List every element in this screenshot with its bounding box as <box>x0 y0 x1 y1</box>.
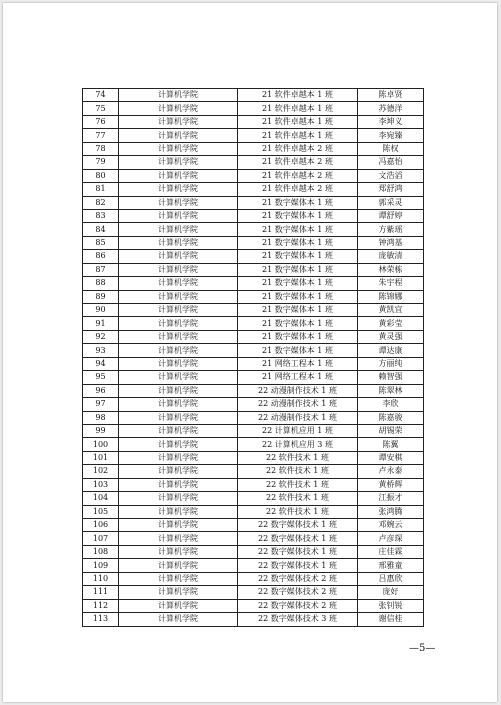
cell-class: 21 数字媒体本 1 班 <box>238 250 358 263</box>
table-row <box>83 384 424 397</box>
roster-body <box>83 89 424 627</box>
cell-class: 22 动漫制作技术 1 班 <box>238 398 358 411</box>
cell-class: 21 数字媒体本 1 班 <box>238 236 358 249</box>
cell-college: 计算机学院 <box>119 572 238 585</box>
cell-class: 21 数字媒体本 1 班 <box>238 223 358 236</box>
table-row <box>83 519 424 532</box>
cell-class: 21 网络工程本 1 班 <box>238 357 358 370</box>
cell-number: 107 <box>83 532 119 545</box>
cell-number: 78 <box>83 142 119 155</box>
cell-number: 103 <box>83 478 119 491</box>
cell-college: 计算机学院 <box>119 183 238 196</box>
cell-college: 计算机学院 <box>119 532 238 545</box>
table-row <box>83 304 424 317</box>
cell-number: 91 <box>83 317 119 330</box>
cell-college: 计算机学院 <box>119 357 238 370</box>
cell-number: 105 <box>83 505 119 518</box>
cell-name: 吕惠欣 <box>358 572 424 585</box>
cell-number: 88 <box>83 277 119 290</box>
cell-name: 黄彩莹 <box>358 317 424 330</box>
cell-class: 22 数字媒体技术 1 班 <box>238 519 358 532</box>
cell-class: 21 软件卓越本 1 班 <box>238 115 358 128</box>
cell-name: 林荣栋 <box>358 263 424 276</box>
cell-name: 黄桥辉 <box>358 478 424 491</box>
table-row <box>83 599 424 612</box>
cell-name: 方紫瑶 <box>358 223 424 236</box>
cell-class: 21 网络工程本 1 班 <box>238 371 358 384</box>
cell-number: 101 <box>83 451 119 464</box>
cell-name: 谭达康 <box>358 344 424 357</box>
cell-college: 计算机学院 <box>119 519 238 532</box>
table-row <box>83 129 424 142</box>
cell-class: 21 数字媒体本 1 班 <box>238 290 358 303</box>
cell-name: 江振才 <box>358 492 424 505</box>
cell-class: 21 软件卓越本 1 班 <box>238 129 358 142</box>
table-row <box>83 586 424 599</box>
table-row <box>83 451 424 464</box>
cell-number: 106 <box>83 519 119 532</box>
cell-class: 21 软件卓越本 1 班 <box>238 102 358 115</box>
cell-number: 90 <box>83 304 119 317</box>
cell-name: 卢彦琛 <box>358 532 424 545</box>
table-row <box>83 250 424 263</box>
cell-class: 22 软件技术 1 班 <box>238 505 358 518</box>
cell-college: 计算机学院 <box>119 209 238 222</box>
cell-name: 邢雅童 <box>358 559 424 572</box>
cell-college: 计算机学院 <box>119 505 238 518</box>
table-row <box>83 559 424 572</box>
cell-college: 计算机学院 <box>119 398 238 411</box>
page-number: —5— <box>409 643 436 654</box>
table-row <box>83 411 424 424</box>
table-row <box>83 236 424 249</box>
cell-class: 21 数字媒体本 1 班 <box>238 330 358 343</box>
cell-number: 94 <box>83 357 119 370</box>
cell-number: 104 <box>83 492 119 505</box>
cell-college: 计算机学院 <box>119 115 238 128</box>
cell-college: 计算机学院 <box>119 586 238 599</box>
cell-class: 22 计算机应用 3 班 <box>238 438 358 451</box>
cell-college: 计算机学院 <box>119 129 238 142</box>
cell-college: 计算机学院 <box>119 330 238 343</box>
table-row <box>83 492 424 505</box>
table-row <box>83 465 424 478</box>
cell-class: 22 动漫制作技术 1 班 <box>238 384 358 397</box>
cell-college: 计算机学院 <box>119 102 238 115</box>
cell-college: 计算机学院 <box>119 613 238 626</box>
cell-number: 98 <box>83 411 119 424</box>
cell-class: 21 软件卓越本 2 班 <box>238 156 358 169</box>
cell-name: 方丽纯 <box>358 357 424 370</box>
table-row <box>83 290 424 303</box>
cell-college: 计算机学院 <box>119 290 238 303</box>
cell-number: 81 <box>83 183 119 196</box>
cell-college: 计算机学院 <box>119 478 238 491</box>
cell-college: 计算机学院 <box>119 344 238 357</box>
cell-college: 计算机学院 <box>119 384 238 397</box>
cell-name: 朱宇程 <box>358 277 424 290</box>
cell-class: 22 软件技术 1 班 <box>238 465 358 478</box>
table-row <box>83 344 424 357</box>
student-roster-table <box>82 88 424 627</box>
cell-class: 22 数字媒体技术 1 班 <box>238 559 358 572</box>
cell-name: 陈权 <box>358 142 424 155</box>
cell-class: 21 软件卓越本 1 班 <box>238 89 358 102</box>
cell-class: 21 软件卓越本 2 班 <box>238 142 358 155</box>
cell-number: 87 <box>83 263 119 276</box>
cell-class: 21 数字媒体本 1 班 <box>238 263 358 276</box>
cell-college: 计算机学院 <box>119 250 238 263</box>
cell-name: 冯嘉怡 <box>358 156 424 169</box>
cell-name: 陈锦娜 <box>358 290 424 303</box>
table-row <box>83 277 424 290</box>
cell-number: 92 <box>83 330 119 343</box>
cell-number: 75 <box>83 102 119 115</box>
cell-college: 计算机学院 <box>119 424 238 437</box>
cell-name: 李欣 <box>358 398 424 411</box>
table-row <box>83 156 424 169</box>
cell-college: 计算机学院 <box>119 411 238 424</box>
table-row <box>83 196 424 209</box>
cell-number: 77 <box>83 129 119 142</box>
table-row <box>83 89 424 102</box>
cell-name: 郭采灵 <box>358 196 424 209</box>
cell-class: 21 软件卓越本 2 班 <box>238 169 358 182</box>
cell-number: 96 <box>83 384 119 397</box>
cell-college: 计算机学院 <box>119 465 238 478</box>
cell-class: 21 数字媒体本 1 班 <box>238 344 358 357</box>
table-row <box>83 115 424 128</box>
table-row <box>83 169 424 182</box>
cell-college: 计算机学院 <box>119 263 238 276</box>
cell-number: 112 <box>83 599 119 612</box>
cell-class: 22 软件技术 1 班 <box>238 492 358 505</box>
cell-college: 计算机学院 <box>119 371 238 384</box>
cell-number: 79 <box>83 156 119 169</box>
cell-class: 22 动漫制作技术 1 班 <box>238 411 358 424</box>
cell-number: 80 <box>83 169 119 182</box>
cell-college: 计算机学院 <box>119 317 238 330</box>
cell-college: 计算机学院 <box>119 492 238 505</box>
table-row <box>83 545 424 558</box>
table-row <box>83 613 424 626</box>
cell-number: 76 <box>83 115 119 128</box>
cell-class: 22 数字媒体技术 1 班 <box>238 545 358 558</box>
cell-name: 文浩滔 <box>358 169 424 182</box>
cell-college: 计算机学院 <box>119 156 238 169</box>
cell-college: 计算机学院 <box>119 89 238 102</box>
table-row <box>83 209 424 222</box>
cell-class: 21 软件卓越本 2 班 <box>238 183 358 196</box>
cell-name: 陈翠林 <box>358 384 424 397</box>
table-row <box>83 478 424 491</box>
cell-college: 计算机学院 <box>119 438 238 451</box>
cell-class: 21 数字媒体本 1 班 <box>238 304 358 317</box>
cell-college: 计算机学院 <box>119 599 238 612</box>
cell-college: 计算机学院 <box>119 304 238 317</box>
cell-number: 110 <box>83 572 119 585</box>
cell-name: 黄灵强 <box>358 330 424 343</box>
cell-college: 计算机学院 <box>119 196 238 209</box>
cell-college: 计算机学院 <box>119 277 238 290</box>
cell-number: 108 <box>83 545 119 558</box>
cell-name: 胡锡荣 <box>358 424 424 437</box>
cell-college: 计算机学院 <box>119 142 238 155</box>
cell-class: 22 数字媒体技术 2 班 <box>238 586 358 599</box>
table-row <box>83 532 424 545</box>
cell-name: 黄凯宜 <box>358 304 424 317</box>
cell-name: 张钊锐 <box>358 599 424 612</box>
cell-name: 卢永泰 <box>358 465 424 478</box>
cell-number: 86 <box>83 250 119 263</box>
cell-college: 计算机学院 <box>119 545 238 558</box>
cell-name: 谭舒婷 <box>358 209 424 222</box>
table-row <box>83 357 424 370</box>
cell-class: 22 数字媒体技术 1 班 <box>238 532 358 545</box>
cell-number: 74 <box>83 89 119 102</box>
cell-college: 计算机学院 <box>119 451 238 464</box>
cell-name: 谭安棋 <box>358 451 424 464</box>
cell-number: 83 <box>83 209 119 222</box>
cell-name: 赖智强 <box>358 371 424 384</box>
table-row <box>83 223 424 236</box>
cell-class: 21 数字媒体本 1 班 <box>238 196 358 209</box>
cell-number: 100 <box>83 438 119 451</box>
cell-number: 97 <box>83 398 119 411</box>
cell-number: 95 <box>83 371 119 384</box>
cell-name: 庄佳霖 <box>358 545 424 558</box>
table-row <box>83 102 424 115</box>
cell-class: 22 软件技术 1 班 <box>238 451 358 464</box>
cell-number: 85 <box>83 236 119 249</box>
cell-class: 21 数字媒体本 1 班 <box>238 209 358 222</box>
table-row <box>83 398 424 411</box>
cell-number: 109 <box>83 559 119 572</box>
cell-name: 李宛臻 <box>358 129 424 142</box>
cell-class: 22 数字媒体技术 3 班 <box>238 613 358 626</box>
cell-name: 邓婉云 <box>358 519 424 532</box>
table-row <box>83 424 424 437</box>
cell-name: 苏德洋 <box>358 102 424 115</box>
cell-number: 84 <box>83 223 119 236</box>
cell-name: 谢信桂 <box>358 613 424 626</box>
cell-college: 计算机学院 <box>119 559 238 572</box>
cell-number: 102 <box>83 465 119 478</box>
cell-number: 99 <box>83 424 119 437</box>
cell-name: 庞敏清 <box>358 250 424 263</box>
cell-name: 钟鸿基 <box>358 236 424 249</box>
cell-number: 111 <box>83 586 119 599</box>
cell-college: 计算机学院 <box>119 169 238 182</box>
cell-name: 李坤义 <box>358 115 424 128</box>
cell-number: 89 <box>83 290 119 303</box>
table-row <box>83 183 424 196</box>
cell-college: 计算机学院 <box>119 236 238 249</box>
table-row <box>83 263 424 276</box>
table-row <box>83 371 424 384</box>
cell-name: 郑舒鸿 <box>358 183 424 196</box>
cell-class: 22 数字媒体技术 2 班 <box>238 572 358 585</box>
cell-class: 22 软件技术 1 班 <box>238 478 358 491</box>
cell-name: 庞好 <box>358 586 424 599</box>
cell-number: 82 <box>83 196 119 209</box>
cell-name: 陈翼 <box>358 438 424 451</box>
table-row <box>83 438 424 451</box>
table-row <box>83 317 424 330</box>
table-row <box>83 142 424 155</box>
cell-name: 陈卓贤 <box>358 89 424 102</box>
cell-number: 93 <box>83 344 119 357</box>
table-row <box>83 572 424 585</box>
cell-number: 113 <box>83 613 119 626</box>
table-row <box>83 505 424 518</box>
cell-name: 陈嘉骏 <box>358 411 424 424</box>
cell-name: 张鸿腾 <box>358 505 424 518</box>
document-page <box>3 3 497 702</box>
cell-class: 22 计算机应用 1 班 <box>238 424 358 437</box>
cell-class: 22 数字媒体技术 2 班 <box>238 599 358 612</box>
table-row <box>83 330 424 343</box>
cell-class: 21 数字媒体本 1 班 <box>238 317 358 330</box>
cell-class: 21 数字媒体本 1 班 <box>238 277 358 290</box>
cell-college: 计算机学院 <box>119 223 238 236</box>
